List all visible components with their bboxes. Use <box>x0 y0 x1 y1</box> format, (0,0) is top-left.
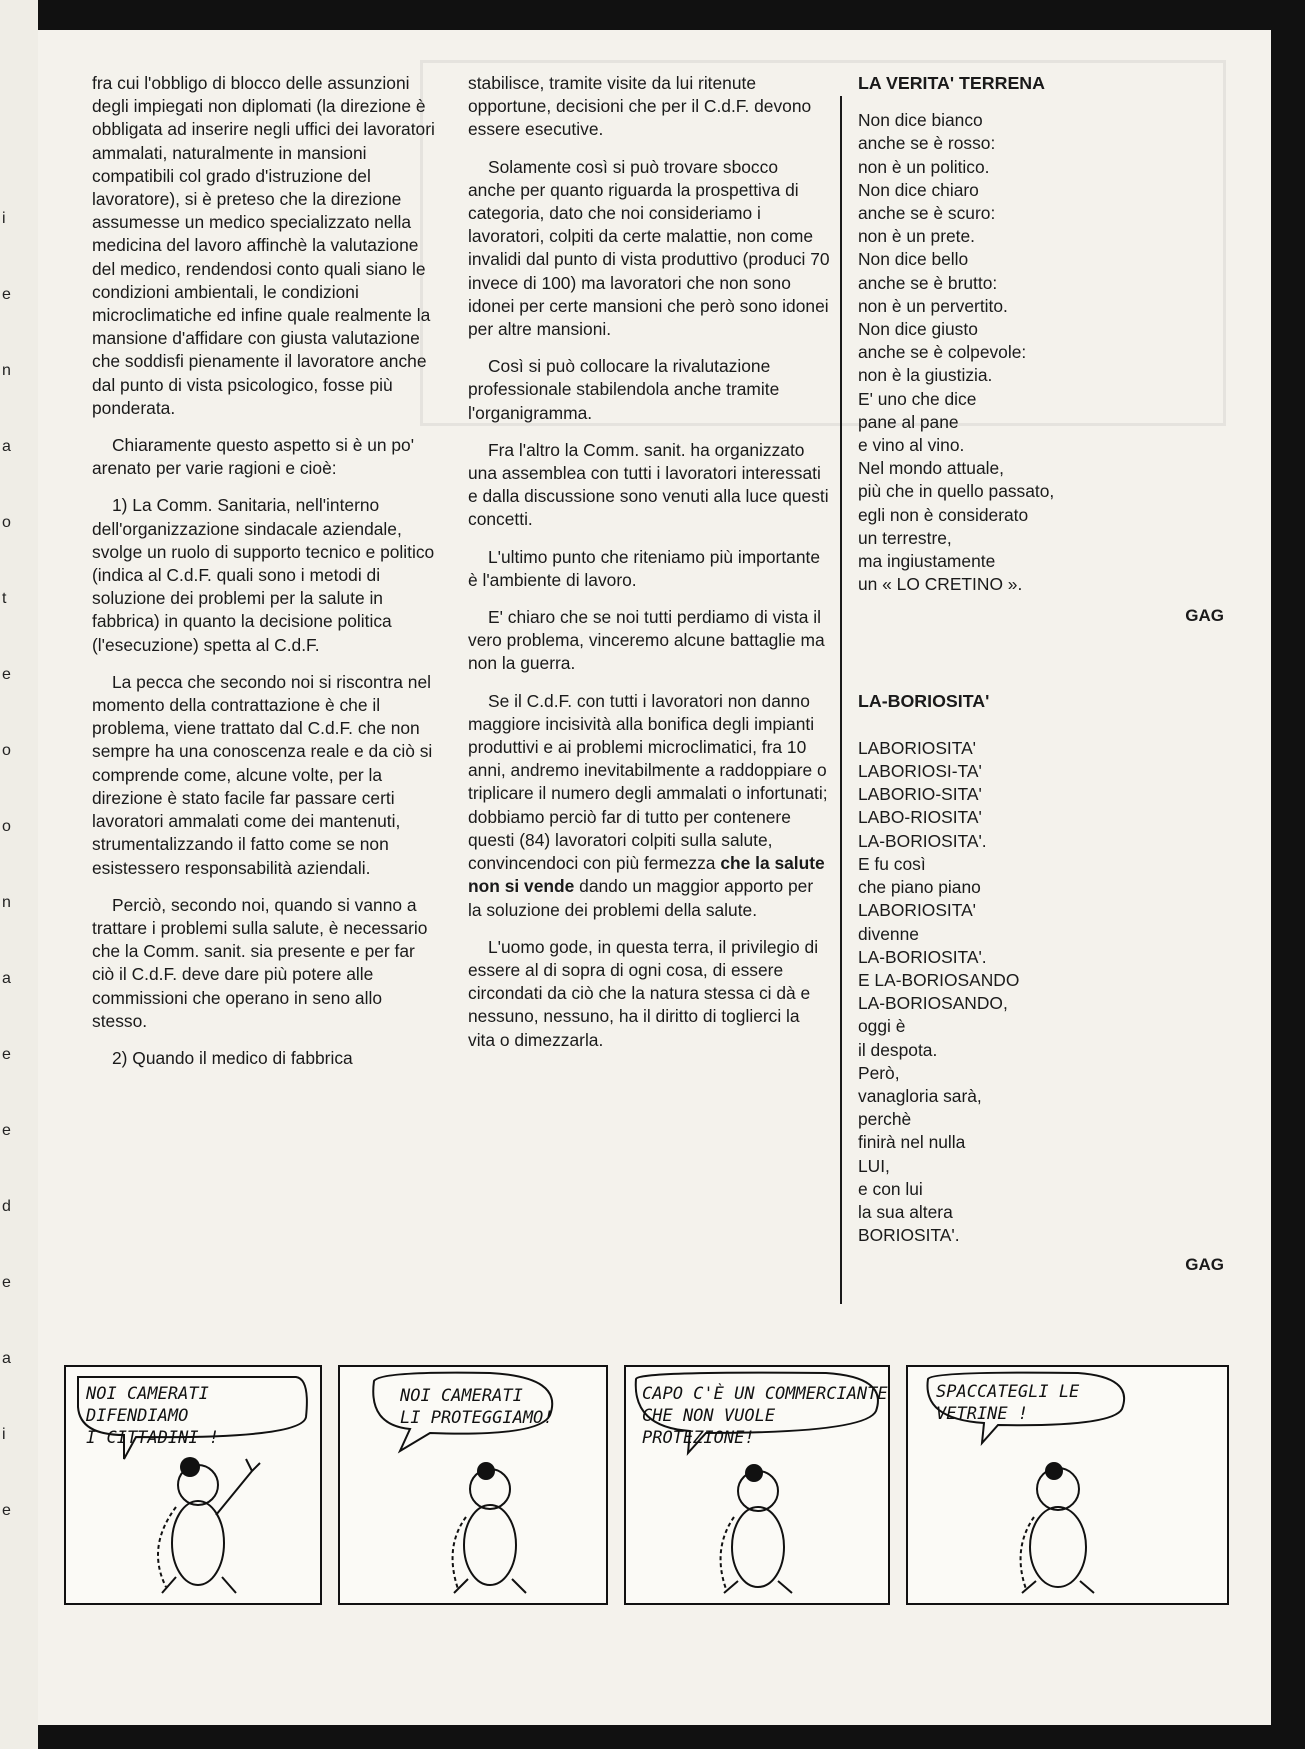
poem2-line: LABORIOSITA' <box>858 900 976 921</box>
poem1-line: anche se è scuro: <box>858 203 996 224</box>
poem2-line: la sua altera <box>858 1201 953 1222</box>
comic-panel-4 <box>906 1365 1229 1605</box>
col2-paragraph: Fra l'altro la Comm. sanit. ha organizzato una assemblea con tutti i lavoratori interessati e dalla discussione sono venuti alla luce questi concetti. <box>468 439 829 530</box>
health-slogan: che la salute non si vende <box>468 853 825 897</box>
edge-letter: o <box>2 742 11 759</box>
poem2-line: E fu così <box>858 853 926 874</box>
bubble-line: SPACCATEGLI LE <box>936 1382 1080 1402</box>
poem1-line: anche se è brutto: <box>858 272 998 293</box>
poem1-signature: GAG <box>1185 606 1224 626</box>
edge-letter: a <box>2 438 11 455</box>
edge-letter: o <box>2 514 11 531</box>
speech-bubble-3 <box>642 1383 888 1449</box>
bubble-line: LI PROTEGGIAMO! <box>400 1408 554 1428</box>
poem1-line: Non dice bello <box>858 249 969 270</box>
poem2-line: finirà nel nulla <box>858 1132 966 1153</box>
comic-panel-1 <box>64 1365 322 1605</box>
poem2-line: il despota. <box>858 1039 938 1060</box>
edge-letter: e <box>2 666 11 683</box>
edge-letter: e <box>2 1122 11 1139</box>
poem1-line: più che in quello passato, <box>858 481 1055 502</box>
poem1-line: E' uno che dice <box>858 388 977 409</box>
poem1-line: e vino al vino. <box>858 435 965 456</box>
poem1-line: non è un prete. <box>858 226 975 247</box>
poem2-line: vanagloria sarà, <box>858 1085 982 1106</box>
health-text-a: Se il C.d.F. con tutti i lavoratori non danno maggiore incisività alla bonifica degli impianti produttivi e ai problemi microclimatici, fra 10 anni, andremo inevitabilmente a raddoppiare o triplicare il numero degli ammalati o infortunati; dobbiamo perciò far di tutto per contenere questi (84) lavoratori colpiti sulla salute, convincendoci con più fermezza <box>468 690 828 874</box>
poem2-line: Però, <box>858 1062 900 1083</box>
poem1-line: Nel mondo attuale, <box>858 458 1004 479</box>
poem1-body <box>858 109 1228 596</box>
bubble-line: I CITTADINI ! <box>86 1428 220 1448</box>
col2-paragraph: L'ultimo punto che riteniamo più importante è l'ambiente di lavoro. <box>468 546 820 590</box>
poem2-line: LABORIOSI-TA' <box>858 761 982 782</box>
poem2-line: oggi è <box>858 1016 906 1037</box>
edge-letter: e <box>2 1502 11 1519</box>
col1-paragraph: fra cui l'obbligo di blocco delle assunzioni degli impiegati non diplomati (la direzione è obbligata ad inserire negli uffici dei lavoratori ammalati, naturalmente in mansioni compatibili col grado d'istruzione del lavoratore), si è preteso che la direzione assumesse un medico specializzato nella medicina del lavoro affinchè la valutazione del medico, rendendosi conto quali siano le condizioni ambientali, le condizioni microclimatiche ed infine quale realmente la mansione d'affidare con giusta valutazione che soddisfi pienamente il lavoratore anche dal punto di vista psicologico, fosse più ponderata. <box>92 73 435 418</box>
poem1-line: non è un politico. <box>858 156 990 177</box>
poem1-line: un « LO CRETINO ». <box>858 574 1023 595</box>
poem1-line: Non dice giusto <box>858 319 978 340</box>
bubble-line: NOI CAMERATI <box>400 1386 523 1406</box>
col1-paragraph: 1) La Comm. Sanitaria, nell'interno dell'organizzazione sindacale aziendale, svolge un ruolo di supporto tecnico e politico (indica al C.d.F. quali sono i metodi di soluzione dei problemi per la salute in fabbrica) in quanto la decisione politica (l'esecuzione) spetta al C.d.F. <box>92 495 435 655</box>
col2-paragraph: Solamente così si può trovare sbocco anche per quanto riguarda la prospettiva di categoria, dato che noi consideriamo i lavoratori, colpiti da certe malattie, non come invalidi dal punto di vista produttivo (produci 70 invece di 100) ma lavoratori che non sono idonei per certe mansioni che però sono idonei per altre mansioni. <box>468 156 830 340</box>
column-3-poems <box>858 72 1228 1277</box>
col1-paragraph: 2) Quando il medico di fabbrica <box>112 1047 353 1068</box>
poem2-line: che piano piano <box>858 877 981 898</box>
edge-letter: i <box>2 210 6 227</box>
column-1 <box>92 72 436 1084</box>
col2-paragraph: E' chiaro che se noi tutti perdiamo di vista il vero problema, vinceremo alcune battaglie ma non la guerra. <box>468 607 825 674</box>
poem1-line: ma ingiustamente <box>858 551 996 572</box>
poem1-line: anche se è rosso: <box>858 133 996 154</box>
poem1-line: un terrestre, <box>858 527 952 548</box>
poem2-line: LA-BORIOSITA'. <box>858 946 987 967</box>
col2-paragraph: L'uomo gode, in questa terra, il privilegio di essere al di sopra di ogni cosa, di essere circondati da ciò che la natura stessa ci dà e nessuno, nessuno, ha il diritto di toglierci la vita o dimezzarla. <box>468 936 819 1050</box>
bubble-line: VETRINE ! <box>936 1404 1029 1424</box>
bubble-line: CAPO C'È UN COMMERCIANTE <box>642 1384 888 1404</box>
poem2-line: BORIOSITA'. <box>858 1225 960 1246</box>
poem1-line: non è la giustizia. <box>858 365 993 386</box>
edge-letter: a <box>2 1350 11 1367</box>
poem2-line: divenne <box>858 923 919 944</box>
col2-paragraph-health <box>468 690 830 922</box>
poem1-line: egli non è considerato <box>858 504 1029 525</box>
column-divider <box>840 96 842 1304</box>
poem2-line: LABORIOSITA' <box>858 737 976 758</box>
edge-letter: n <box>2 362 11 379</box>
column-2 <box>468 72 830 1066</box>
poem1-title: LA VERITA' TERRENA <box>858 73 1045 93</box>
col1-paragraph: Perciò, secondo noi, quando si vanno a trattare i problemi sulla salute, è necessario che la Comm. sanit. sia presente e per far ciò il C.d.F. deve dare più potere alle commissioni che operano in seno allo stesso. <box>92 894 428 1031</box>
edge-letter: e <box>2 286 11 303</box>
comic-panel-2 <box>338 1365 608 1605</box>
poem1-line: Non dice chiaro <box>858 179 979 200</box>
bubble-line: CHE NON VUOLE PROTEZIONE! <box>642 1406 776 1448</box>
comic-strip <box>64 1365 1229 1605</box>
speech-bubble-1 <box>86 1383 320 1449</box>
edge-letter: e <box>2 1046 11 1063</box>
poem2-signature: GAG <box>1185 1255 1224 1275</box>
edge-letter: a <box>2 970 11 987</box>
edge-letter: o <box>2 818 11 835</box>
poem2-line: LUI, <box>858 1155 890 1176</box>
poem2-line: LABO-RIOSITA' <box>858 807 982 828</box>
col1-paragraph: Chiaramente questo aspetto si è un po' arenato per varie ragioni e cioè: <box>92 435 415 479</box>
poem2-title: LA-BORIOSITA' <box>858 690 990 711</box>
poem2-line: E LA-BORIOSANDO <box>858 969 1020 990</box>
poem2-body <box>858 737 1228 1247</box>
health-text-b: dando un maggior apporto per la soluzione dei problemi della salute. <box>468 876 814 920</box>
col1-paragraph: La pecca che secondo noi si riscontra nel momento della contrattazione è che il problema, viene trattato dal C.d.F. che non sempre ha una conoscenza reale e da ciò si comprende come, alcune volte, per la direzione è stato facile far passare certi lavoratori ammalati come dei mantenuti, strumentalizzando il fatto come se non esistessero responsabilità aziendali. <box>92 671 433 878</box>
edge-letter: i <box>2 1426 6 1443</box>
speech-bubble-4 <box>936 1381 1079 1425</box>
adjacent-page-edge <box>0 0 38 1749</box>
poem2-line: perchè <box>858 1109 912 1130</box>
poem2-line: LA-BORIOSANDO, <box>858 993 1008 1014</box>
poem1-line: Non dice bianco <box>858 110 983 131</box>
poem1-line: non è un pervertito. <box>858 295 1008 316</box>
poem1-line: pane al pane <box>858 411 959 432</box>
col2-paragraph: stabilisce, tramite visite da lui ritenute opportune, decisioni che per il C.d.F. devono essere esecutive. <box>468 73 812 140</box>
edge-letter: n <box>2 894 11 911</box>
speech-bubble-2 <box>400 1385 554 1429</box>
poem1-line: anche se è colpevole: <box>858 342 1027 363</box>
edge-letter: e <box>2 1274 11 1291</box>
edge-letter: t <box>2 590 7 607</box>
bubble-line: NOI CAMERATI DIFENDIAMO <box>86 1384 209 1426</box>
poem2-line: e con lui <box>858 1178 923 1199</box>
poem2-line: LABORIO-SITA' <box>858 784 982 805</box>
comic-panel-3 <box>624 1365 890 1605</box>
poem2-line: LA-BORIOSITA'. <box>858 830 987 851</box>
col2-paragraph: Così si può collocare la rivalutazione professionale stabilendola anche tramite l'organigramma. <box>468 356 780 423</box>
edge-letter: d <box>2 1198 11 1215</box>
